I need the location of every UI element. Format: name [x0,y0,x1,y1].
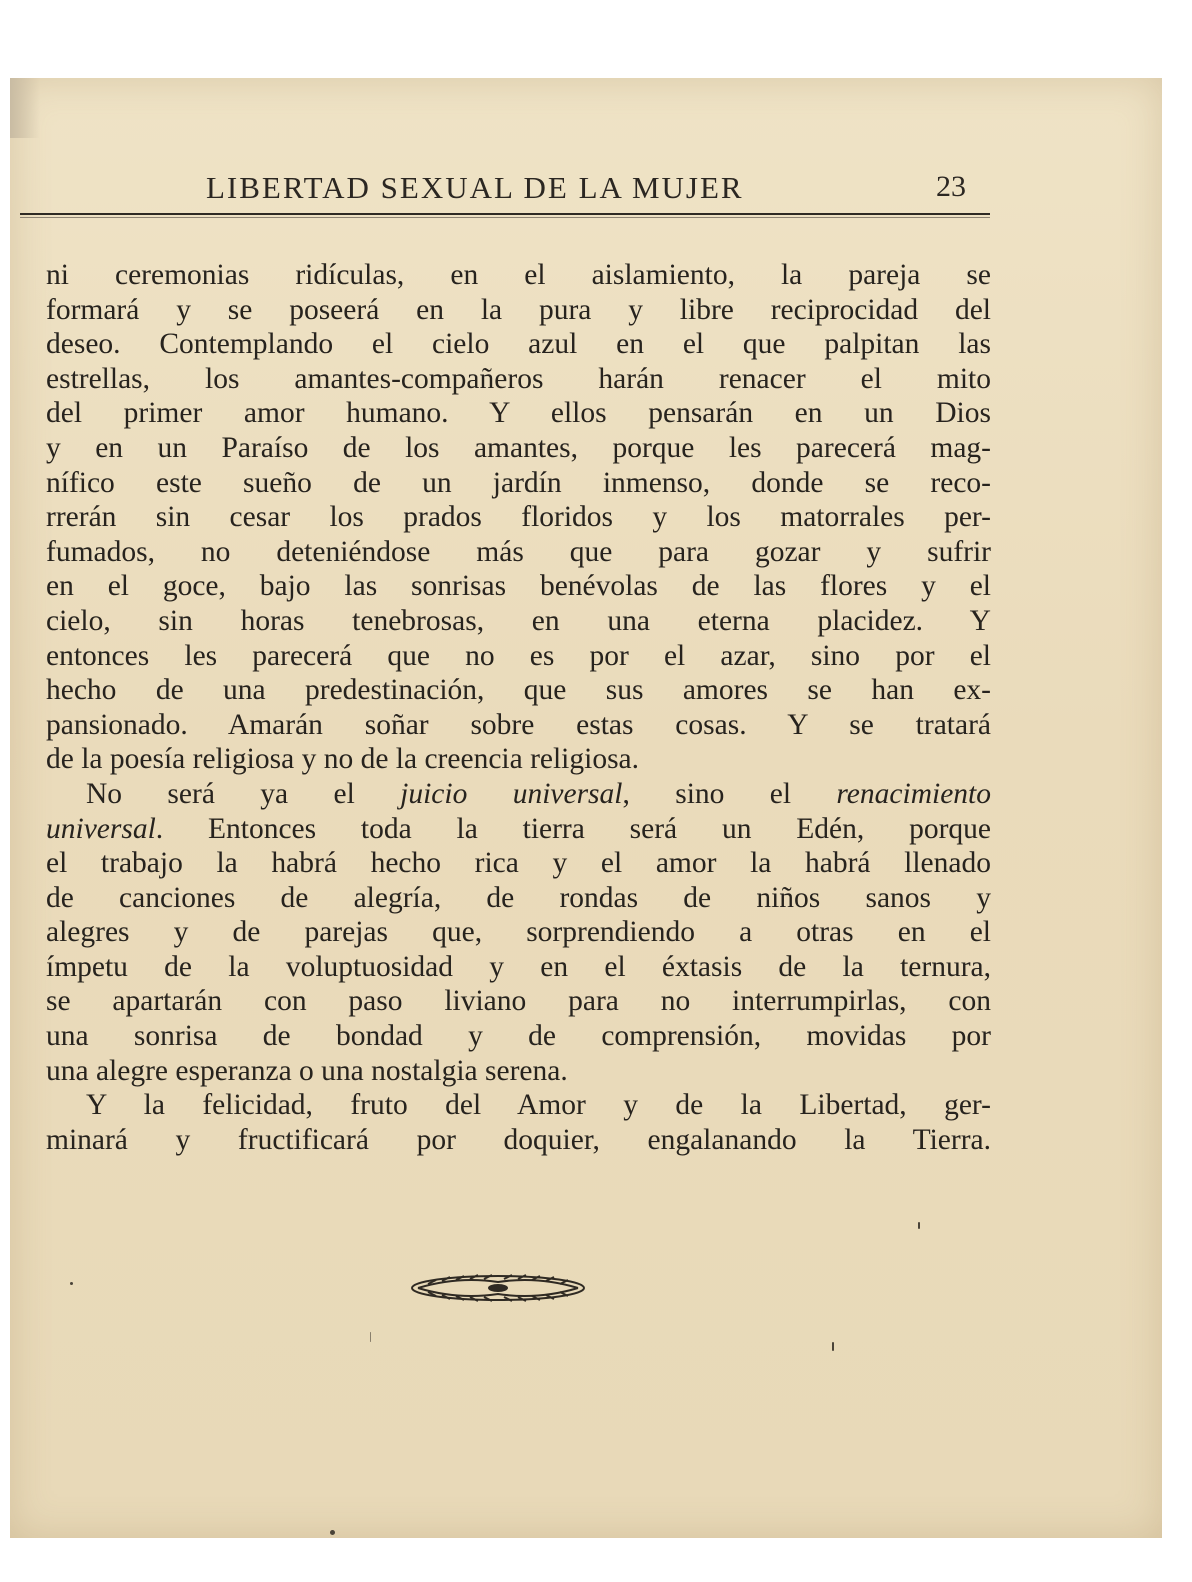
page-header [48,170,988,210]
text-line: una alegre esperanza o una nostalgia serena. [46,1054,568,1087]
text-line: de la poesía religiosa y no de la creencia religiosa. [46,743,640,776]
text-line: en el goce, bajo las sonrisas benévolas de las flores y el [46,570,991,603]
text-line: ímpetu de la voluptuosidad y en el éxtasis de la ternura, [46,950,991,983]
decorative-laurel-ornament-icon [408,1270,588,1306]
paragraph-3 [46,1088,991,1157]
italic-phrase: renacimiento [836,777,991,810]
text-line: entonces les parecerá que no es por el azar, sino por el [46,639,991,672]
italic-phrase: juicio universal [400,777,623,810]
paragraph-1 [46,258,991,777]
text-line: cielo, sin horas tenebrosas, en una eterna placidez. Y [46,604,991,637]
text-line: nífico este sueño de un jardín inmenso, donde se reco- [46,466,991,499]
scanned-page [10,78,1162,1538]
text-line: ni ceremonias ridículas, en el aislamiento, la pareja se [46,259,991,291]
paragraph-2 [46,777,991,1088]
body-text [46,258,991,1157]
text-line: el trabajo la habrá hecho rica y el amor la habrá llenado [46,847,991,880]
scan-edge-shadow [10,78,40,138]
header-rule [20,213,990,215]
paper-speck [918,1222,920,1229]
text-line: y en un Paraíso de los amantes, porque les parecerá mag- [46,431,991,464]
text-line: alegres y de parejas que, sorprendiendo a otras en el [46,916,991,949]
text-line: estrellas, los amantes-compañeros harán renacer el mito [46,362,991,395]
running-title: LIBERTAD SEXUAL DE LA MUJER [206,170,744,205]
paper-speck [832,1342,834,1351]
text-line: fumados, no deteniéndose más que para gozar y sufrir [46,535,991,568]
text-line: Y la felicidad, fruto del Amor y de la Libertad, ger- [86,1089,991,1122]
text-line: rrerán sin cesar los prados floridos y los matorrales per- [46,501,991,534]
paper-speck [330,1530,335,1535]
text-line [46,812,991,847]
text-line: de canciones de alegría, de rondas de niños sanos y [46,881,991,914]
paper-speck [70,1282,73,1285]
header-rule-thin [20,217,990,218]
text-line: del primer amor humano. Y ellos pensarán en un Dios [46,397,991,430]
text-line: se apartarán con paso liviano para no interrumpirlas, con [46,985,991,1018]
text-run: , sino el [622,777,837,810]
italic-phrase: universal [46,812,156,845]
text-line: minará y fructificará por doquier, engalanando la Tierra. [46,1123,991,1156]
paper-speck [370,1332,371,1342]
text-run: . Entonces toda la tierra será un Edén, porque [155,812,991,845]
text-line: formará y se poseerá en la pura y libre reciprocidad del [46,293,991,326]
text-run: No será ya el [86,777,401,810]
text-line: deseo. Contemplando el cielo azul en el que palpitan las [46,328,991,361]
text-line [46,777,991,812]
page-number: 23 [936,170,966,203]
text-line: hecho de una predestinación, que sus amores se han ex- [46,674,991,707]
text-line: pansionado. Amarán soñar sobre estas cosas. Y se tratará [46,708,991,741]
text-line: una sonrisa de bondad y de comprensión, movidas por [46,1020,991,1053]
